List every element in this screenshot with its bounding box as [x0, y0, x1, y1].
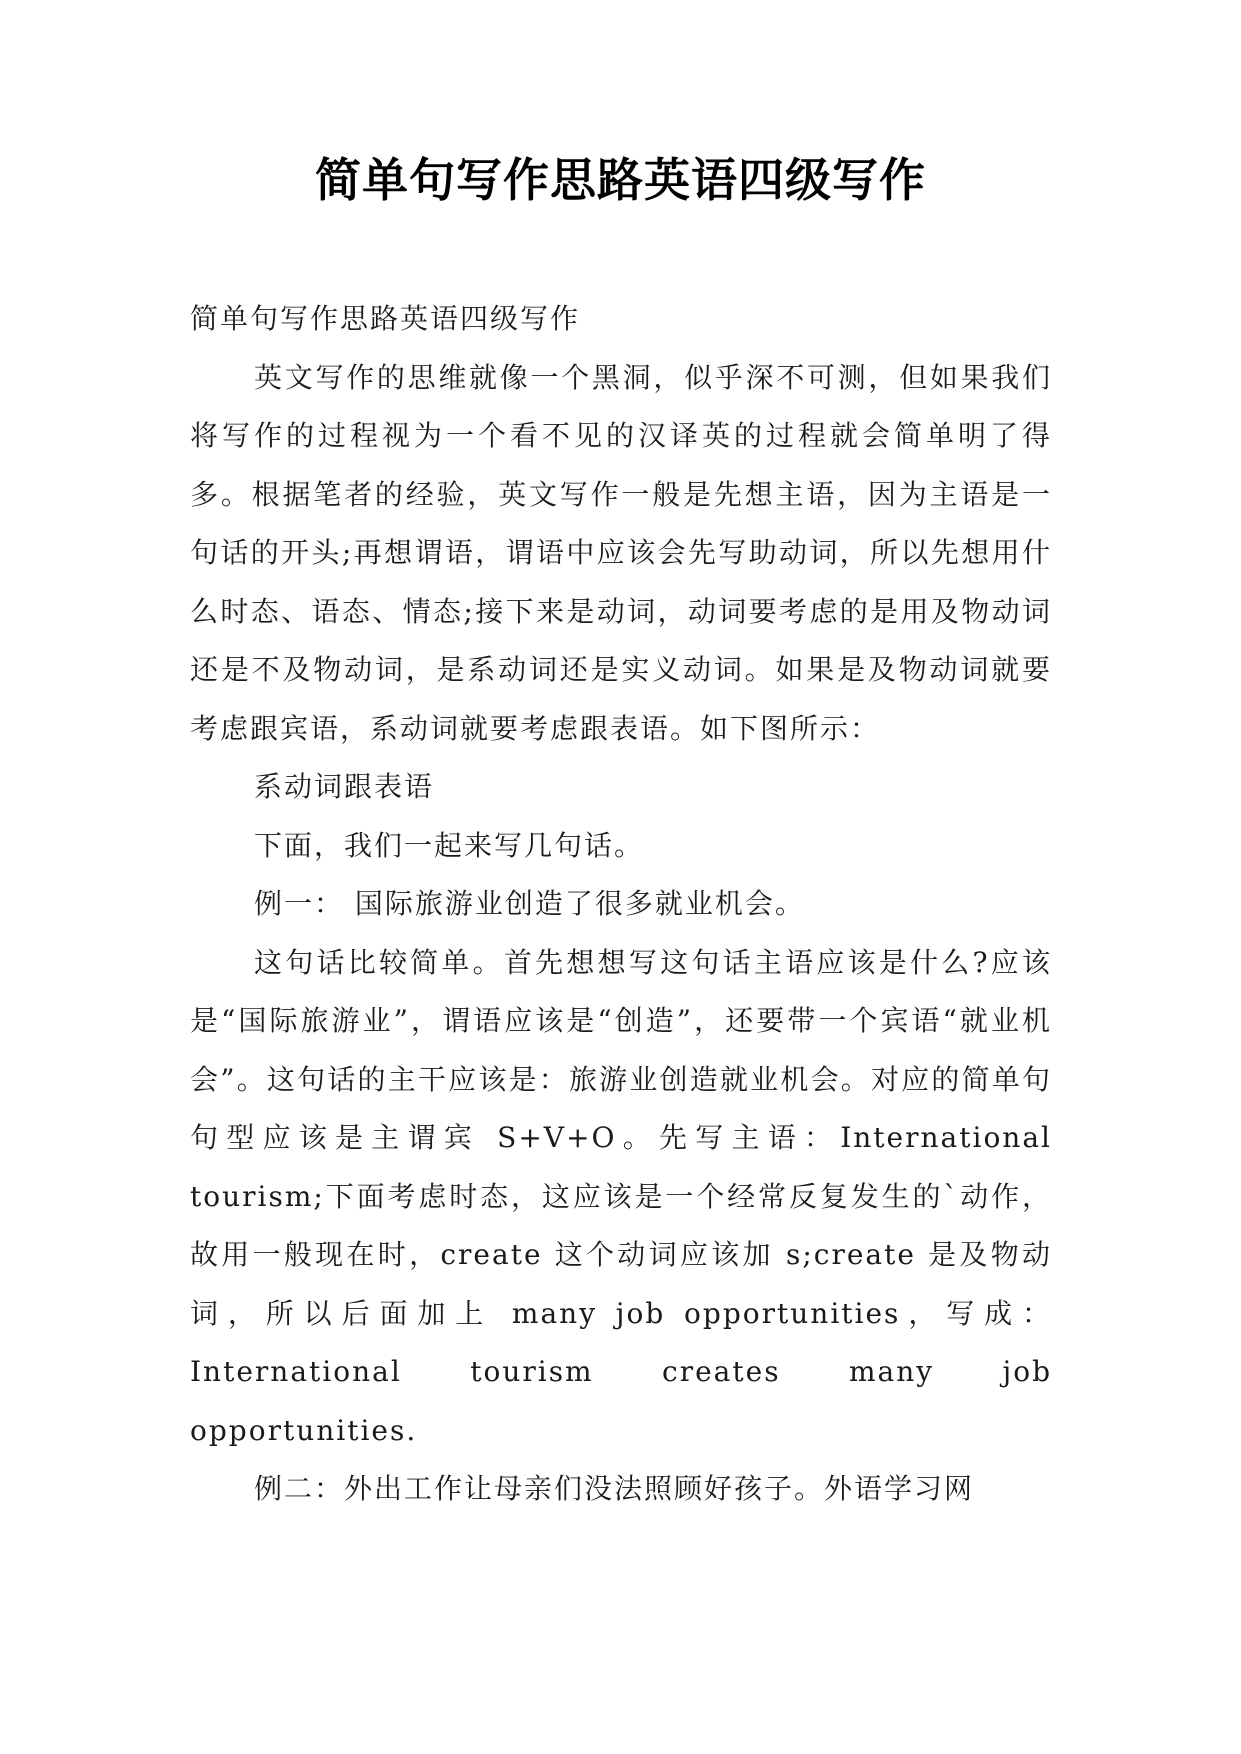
document-title: 简单句写作思路英语四级写作 — [315, 153, 926, 207]
paragraph-example-1: 例一： 国际旅游业创造了很多就业机会。 — [254, 887, 805, 920]
paragraph-example-2: 例二：外出工作让母亲们没法照顾好孩子。外语学习网 — [254, 1472, 975, 1505]
document-body — [190, 290, 1052, 1519]
paragraph-lead-in: 下面，我们一起来写几句话。 — [254, 828, 645, 862]
paragraph-linking-verb: 系动词跟表语 — [254, 770, 435, 803]
paragraph-subtitle: 简单句写作思路英语四级写作 — [190, 302, 581, 335]
paragraph-analysis-1: 这句话比较简单。首先想想写这句话主语应该是什么?应该是“国际旅游业”，谓语应该是“创造”，还要带一个宾语“就业机会”。这句话的主干应该是：旅游业创造就业机会。对应的简单句句型应该是主谓宾 S+V+O。先写主语：International tourism;下面考虑时态，这应该是一个经常反复发生的`动作，故用一般现在时，create 这个动词应该加 s;create 是及物动词，所以后面加上 many job opportunities，写成：International tourism creates many job opportunities. — [190, 945, 1052, 1447]
paragraph-intro: 英文写作的思维就像一个黑洞，似乎深不可测，但如果我们将写作的过程视为一个看不见的汉译英的过程就会简单明了得多。根据笔者的经验，英文写作一般是先想主语，因为主语是一句话的开头;再想谓语，谓语中应该会先写助动词，所以先想用什么时态、语态、情态;接下来是动词，动词要考虑的是用及物动词还是不及物动词，是系动词还是实义动词。如果是及物动词就要考虑跟宾语，系动词就要考虑跟表语。如下图所示： — [190, 360, 1052, 745]
